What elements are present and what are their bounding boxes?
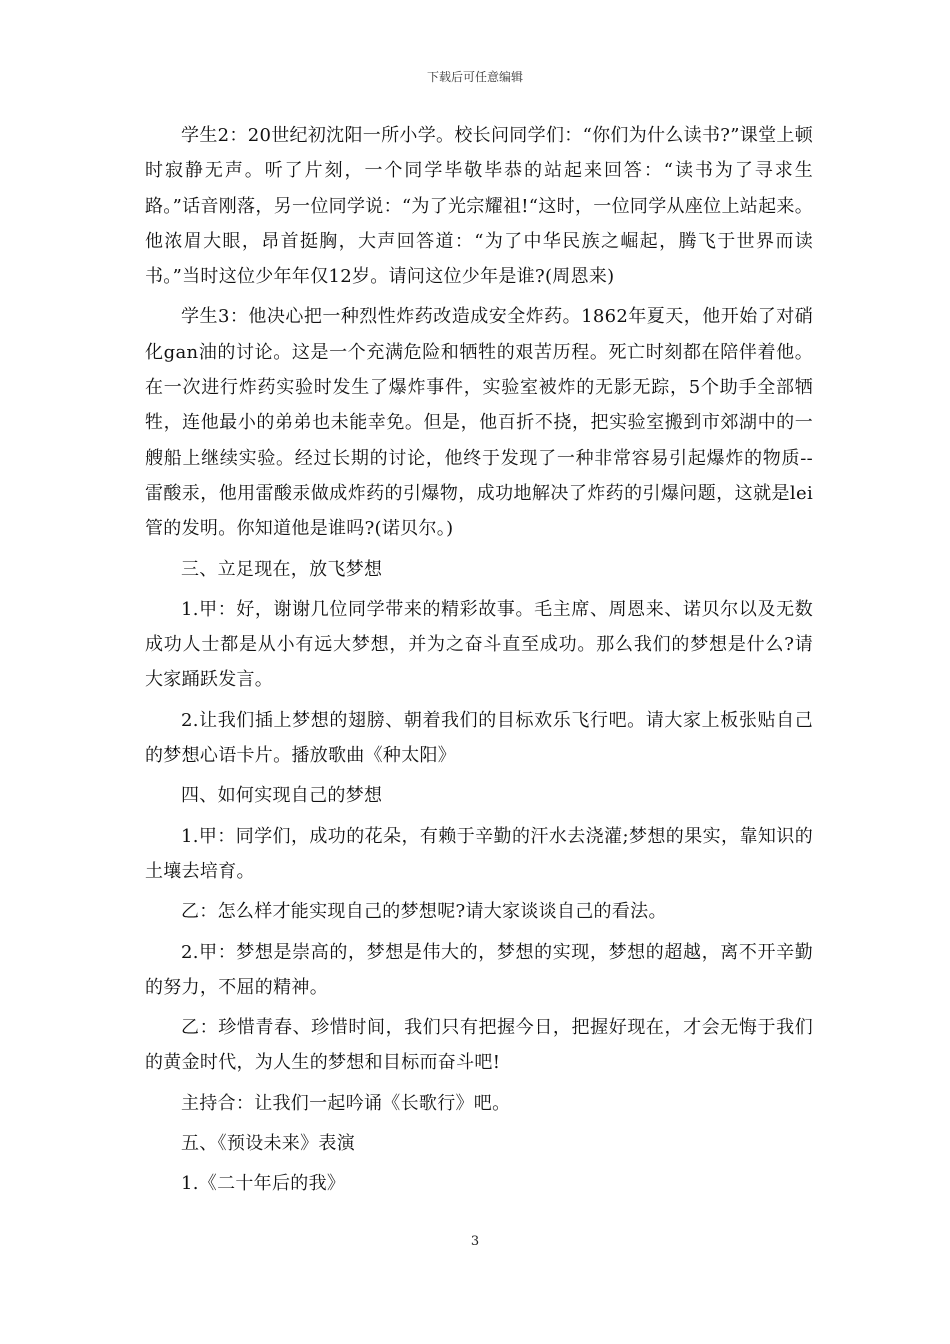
document-body	[145, 118, 813, 1207]
paragraph-4-2: 2.甲：梦想是崇高的，梦想是伟大的，梦想的实现，梦想的超越，离不开辛勤的努力，不屈的精神。	[145, 941, 813, 998]
section-heading-5: 五、《预设未来》表演	[181, 1133, 355, 1155]
paragraph-student3-story: 学生3：他决心把一种烈性炸药改造成安全炸药。1862年夏天，他开始了对硝化gan油的讨论。这是一个充满危险和牺牲的艰苦历程。死亡时刻都在陪伴着他。在一次进行炸药实验时发生了爆炸事件，实验室被炸的无影无踪，5个助手全部牺牲，连他最小的弟弟也未能幸免。但是，他百折不挠，把实验室搬到市郊湖中的一艘船上继续实验。经过长期的讨论，他终于发现了一种非常容易引起爆炸的物质--雷酸汞，他用雷酸汞做成炸药的引爆物，成功地解决了炸药的引爆问题，这就是lei管的发明。你知道他是谁吗?(诺贝尔。)	[145, 306, 813, 540]
page-number: 3	[470, 1234, 480, 1249]
page-header: 下载后可任意编辑	[426, 70, 523, 84]
section-heading-3: 三、立足现在，放飞梦想	[181, 558, 383, 580]
paragraph-student2-story: 学生2：20世纪初沈阳一所小学。校长问同学们：“你们为什么读书?”课堂上顿时寂静无声。听了片刻，一个同学毕敬毕恭的站起来回答：“读书为了寻求生路。”话音刚落，另一位同学说：“为了光宗耀祖!“这时，一位同学从座位上站起来。他浓眉大眼，昂首挺胸，大声回答道：“为了中华民族之崛起，腾飞于世界而读书。”当时这位少年年仅12岁。请问这位少年是谁?(周恩来)	[145, 125, 813, 288]
section-heading-4: 四、如何实现自己的梦想	[181, 785, 383, 807]
paragraph-3-2: 2.让我们插上梦想的翅膀、朝着我们的目标欢乐飞行吧。请大家上板张贴自己的梦想心语卡片。播放歌曲《种太阳》	[145, 709, 813, 767]
paragraph-host-closing: 主持合：让我们一起吟诵《长歌行》吧。	[181, 1092, 511, 1114]
paragraph-4-2-reply: 乙：珍惜青春、珍惜时间，我们只有把握今日，把握好现在，才会无悔于我们的黄金时代，为人生的梦想和目标而奋斗吧!	[145, 1017, 813, 1074]
paragraph-4-1: 1.甲：同学们，成功的花朵，有赖于辛勤的汗水去浇灌;梦想的果实，靠知识的土壤去培育。	[145, 825, 813, 882]
paragraph-3-1: 1.甲：好，谢谢几位同学带来的精彩故事。毛主席、周恩来、诺贝尔以及无数成功人士都是从小有远大梦想，并为之奋斗直至成功。那么我们的梦想是什么?请大家踊跃发言。	[145, 598, 813, 691]
paragraph-4-1-reply: 乙：怎么样才能实现自己的梦想呢?请大家谈谈自己的看法。	[181, 901, 667, 923]
paragraph-5-1: 1.《二十年后的我》	[181, 1173, 346, 1195]
